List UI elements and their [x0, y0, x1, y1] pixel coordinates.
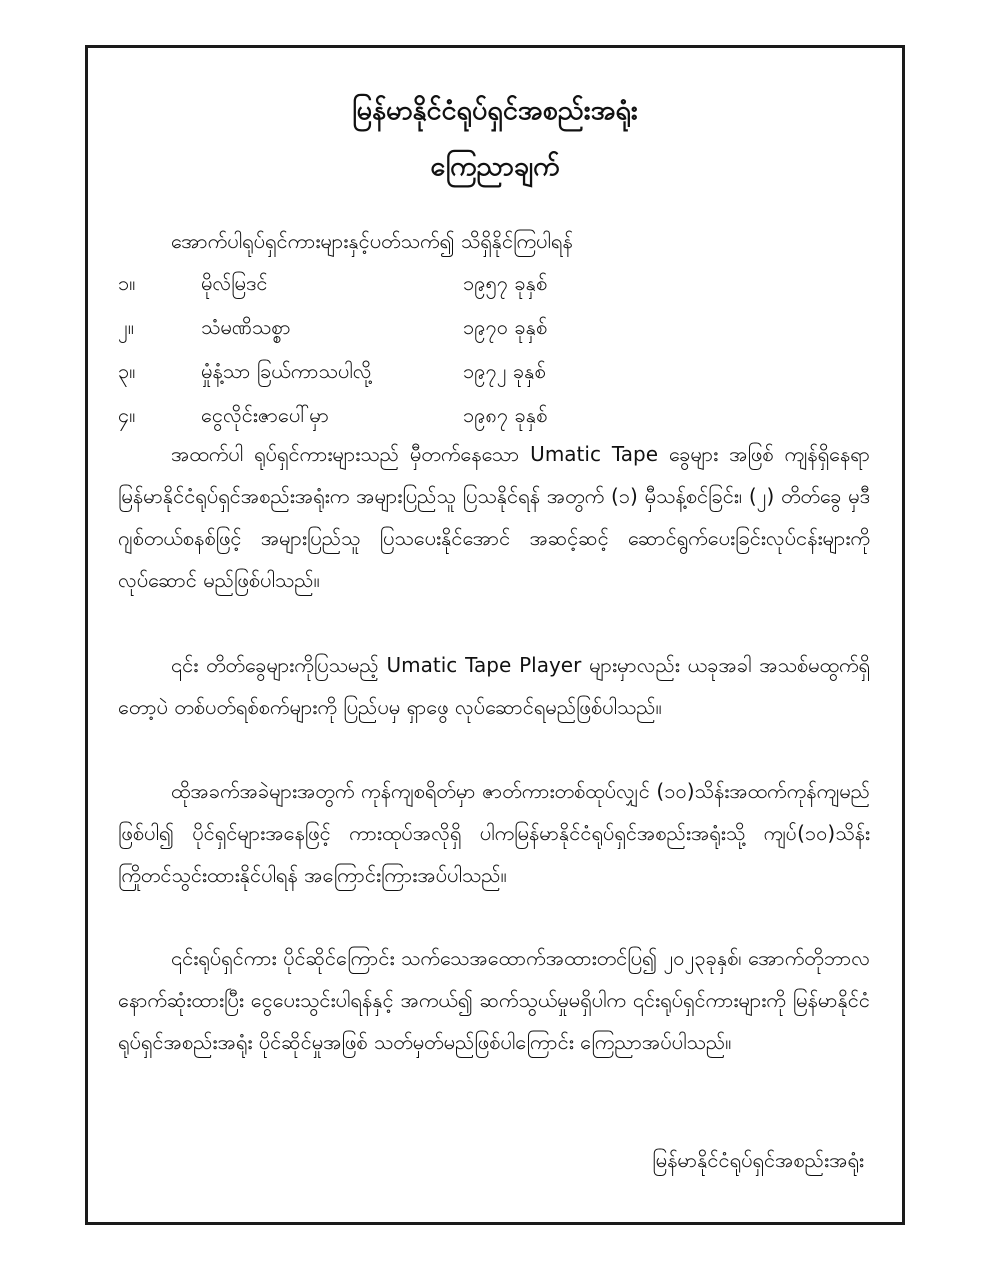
film-title: ငွေလိုင်းဇာပေါ်မှာ — [201, 403, 329, 427]
film-year: ၁၉၅၇ ခုနှစ် — [463, 271, 548, 295]
film-year: ၁၉၇၂ ခုနှစ် — [463, 359, 546, 383]
paragraph-deadline: ၎င်းရုပ်ရှင်ကား ပိုင်ဆိုင်ကြောင်း သက်သေအထောက်အထားတင်ပြ၍ ၂၀၂၃ခုနှစ်၊ အောက်တိုဘာလ နောက်ဆုံးထားပြီး ငွေပေးသွင်းပါရန်နှင့် အကယ်၍ ဆက်သွယ်မှုမရှိပါက ၎င်းရုပ်ရှင်ကားများကို မြန်မာနိုင်ငံရုပ်ရှင်အစည်းအရုံး ပိုင်ဆိုင်မှုအဖြစ် သတ်မှတ်မည်ဖြစ်ပါကြောင်း ကြေညာအပ်ပါသည်။ — [118, 946, 870, 1054]
film-number: ၁။ — [118, 271, 136, 295]
film-title: သံမဏိသစ္စာ — [201, 315, 291, 339]
film-year: ၁၉၈၇ ခုနှစ် — [463, 403, 548, 427]
film-title: မှုံနံ့သာ ခြယ်ကာသပါလို့ — [201, 359, 372, 383]
film-title: မိုလ်မြဒင် — [201, 271, 268, 295]
film-row — [118, 356, 818, 400]
film-year: ၁၉၇၀ ခုနှစ် — [463, 315, 548, 339]
film-number: ၄။ — [118, 403, 136, 427]
announcement-title: ကြေညာချက် — [430, 151, 560, 182]
film-list — [118, 268, 818, 444]
paragraph-tape-player: ၎င်း တိတ်ခွေများကိုပြသမည့် Umatic Tape Player များမှာလည်း ယခုအခါ အသစ်မထွက်ရှိတော့ပဲ တစ်ပတ်ရစ်စက်များကို ပြည်ပမှ ရှာဖွေ လုပ်ဆောင်ရမည်ဖြစ်ပါသည်။ — [118, 653, 870, 719]
paragraph-restoration: အထက်ပါ ရုပ်ရှင်ကားများသည် မှီတက်နေသော Umatic Tape ခွေများ အဖြစ် ကျန်ရှိနေရာ မြန်မာနိုင်ငံရုပ်ရှင်အစည်းအရုံးက အများပြည်သူ ပြသနိုင်ရန် အတွက် (၁) မှီသန့်စင်ခြင်း၊ (၂) တိတ်ခွေ မှဒီဂျစ်တယ်စနစ်ဖြင့် အများပြည်သူ ပြသပေးနိုင်အောင် အဆင့်ဆင့် ဆောင်ရွက်ပေးခြင်းလုပ်ငန်းများကို လုပ်ဆောင် မည်ဖြစ်ပါသည်။ — [118, 442, 870, 592]
film-row — [118, 268, 818, 312]
film-number: ၃။ — [118, 359, 136, 383]
intro-text: အောက်ပါရုပ်ရှင်ကားများနှင့်ပတ်သက်၍ သိရှိနိုင်ကြပါရန် — [171, 229, 573, 253]
organization-title: မြန်မာနိုင်ငံရုပ်ရှင်အစည်းအရုံး — [352, 95, 638, 126]
film-number: ၂။ — [118, 315, 134, 339]
paragraph-cost: ထိုအခက်အခဲများအတွက် ကုန်ကျစရိတ်မှာ ဇာတ်ကားတစ်ထုပ်လျှင် (၁၀)သိန်းအထက်ကုန်ကျမည်ဖြစ်ပါ၍ ပိုင်ရှင်များအနေဖြင့် ကားထုပ်အလိုရှိ ပါကမြန်မာနိုင်ငံရုပ်ရှင်အစည်းအရုံးသို့ ကျပ်(၁၀)သိန်းကြိုတင်သွင်းထားနိုင်ပါရန် အကြောင်းကြားအပ်ပါသည်။ — [118, 779, 870, 887]
film-row — [118, 312, 818, 356]
announcement-frame — [85, 45, 905, 1225]
signature: မြန်မာနိုင်ငံရုပ်ရှင်အစည်းအရုံး — [652, 1148, 864, 1172]
